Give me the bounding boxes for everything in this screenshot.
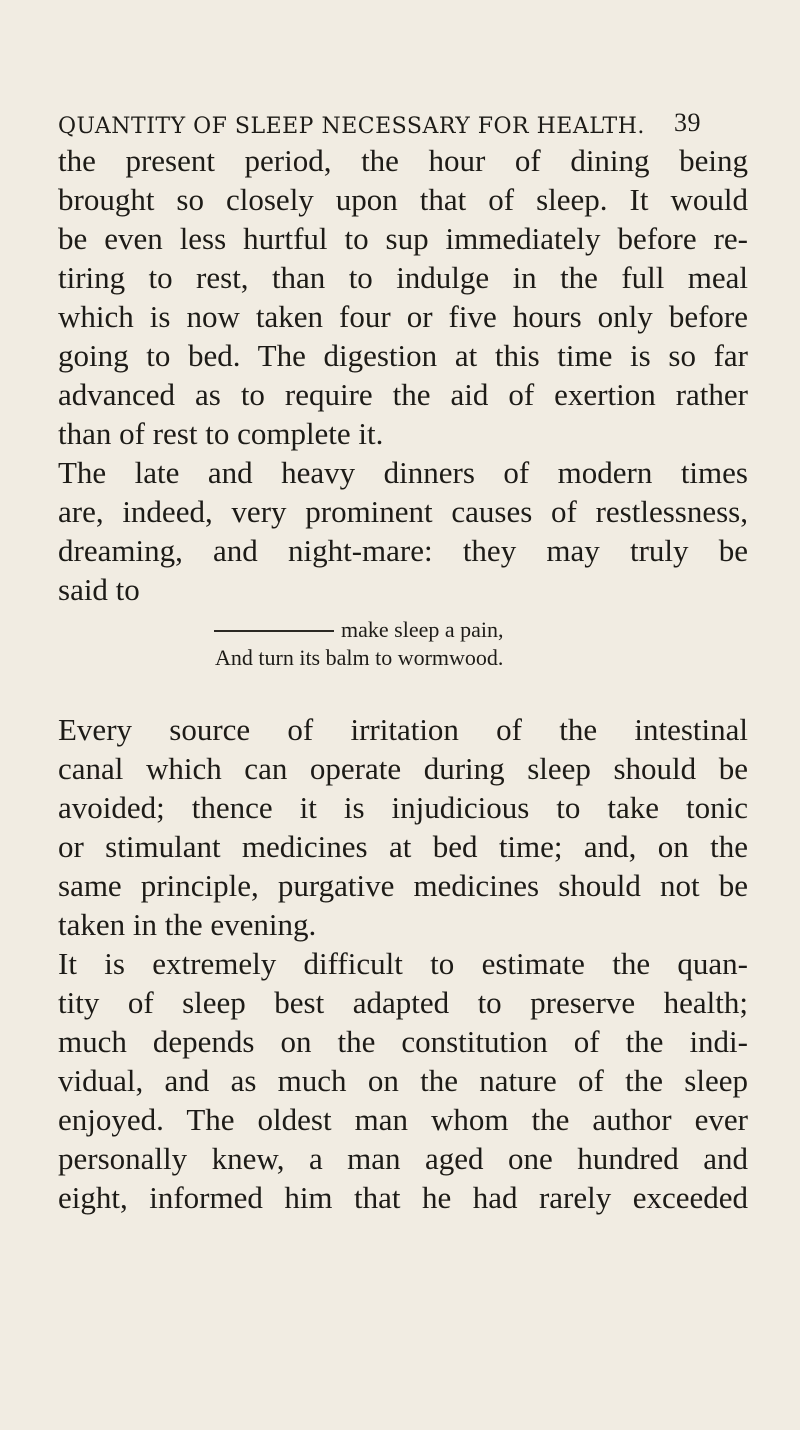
quotation-dash [214, 630, 334, 632]
text-line: much depends on the constitution of the indi- [58, 1024, 748, 1059]
text-line: which is now taken four or five hours only before [58, 299, 748, 334]
text-line: avoided; thence it is injudicious to take tonic [58, 790, 748, 825]
text-line: eight, informed him that he had rarely exceeded [58, 1180, 748, 1215]
text-line: The late and heavy dinners of modern times [58, 455, 748, 490]
quotation-line: And turn its balm to wormwood. [215, 645, 504, 670]
text-line: going to bed. The digestion at this time is so far [58, 338, 748, 373]
running-title: QUANTITY OF SLEEP NECESSARY FOR HEALTH. [58, 114, 645, 139]
text-line: Every source of irritation of the intestinal [58, 712, 748, 747]
text-line: are, indeed, very prominent causes of restlessness, [58, 494, 748, 529]
text-line: canal which can operate during sleep should be [58, 751, 748, 786]
text-line: vidual, and as much on the nature of the sleep [58, 1063, 748, 1098]
page-number: 39 [674, 108, 701, 137]
running-header [58, 108, 748, 139]
text-line: or stimulant medicines at bed time; and, on the [58, 829, 748, 864]
text-line: dreaming, and night-mare: they may truly be [58, 533, 748, 568]
text-line: be even less hurtful to sup immediately before re- [58, 221, 748, 256]
text-line: same principle, purgative medicines should not be [58, 868, 748, 903]
text-line: the present period, the hour of dining being [58, 143, 748, 178]
text-line: enjoyed. The oldest man whom the author ever [58, 1102, 748, 1137]
text-line: taken in the evening. [58, 907, 317, 942]
text-line: advanced as to require the aid of exertion rather [58, 377, 748, 412]
quotation-line: make sleep a pain, [341, 617, 504, 642]
text-line: said to [58, 572, 140, 607]
text-line: It is extremely difficult to estimate the quan- [58, 946, 748, 981]
text-line: than of rest to complete it. [58, 416, 384, 451]
text-line: personally knew, a man aged one hundred and [58, 1141, 748, 1176]
text-line: tity of sleep best adapted to preserve health; [58, 985, 748, 1020]
text-line: tiring to rest, than to indulge in the full meal [58, 260, 748, 295]
text-line: brought so closely upon that of sleep. It would [58, 182, 748, 217]
